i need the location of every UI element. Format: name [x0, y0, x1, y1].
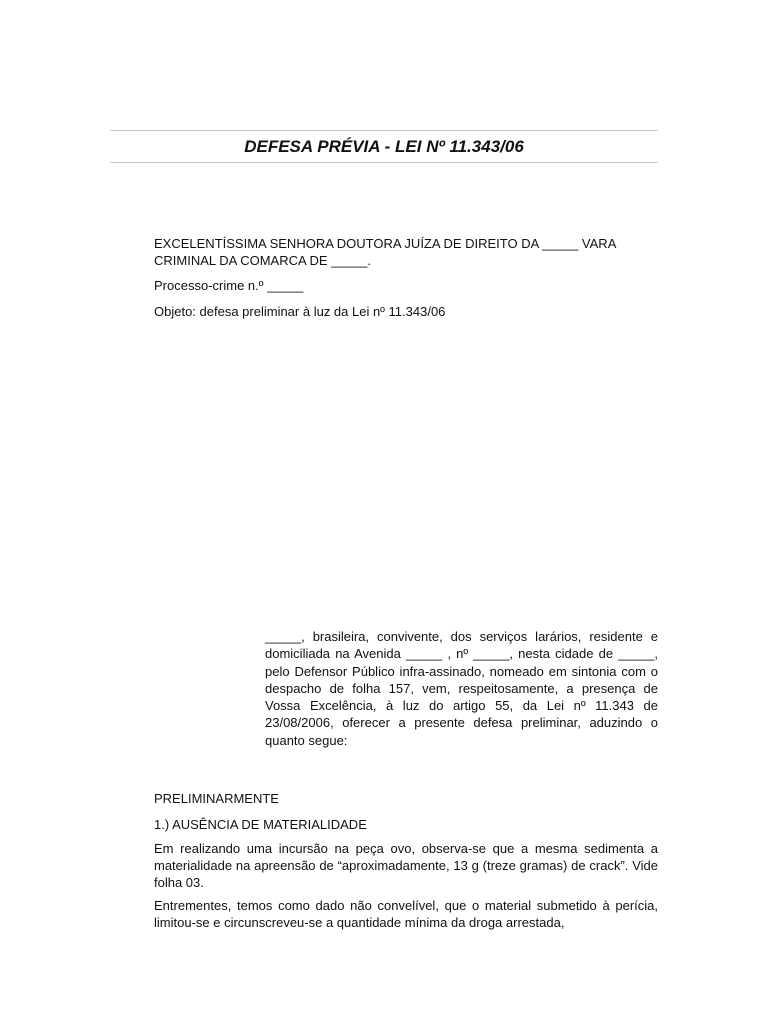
section-1-heading: 1.) AUSÊNCIA DE MATERIALIDADE	[154, 817, 367, 832]
body-paragraph-1: Em realizando uma incursão na peça ovo, observa-se que a mesma sedimenta a materialidade na apreensão de “aproximadamente, 13 g (treze gramas) de crack”. Vide folha 03.	[154, 841, 658, 890]
preliminarmente-heading: PRELIMINARMENTE	[154, 791, 279, 806]
document-title: DEFESA PRÉVIA - LEI Nº 11.343/06	[244, 137, 524, 156]
objeto-line: Objeto: defesa preliminar à luz da Lei nº 11.343/06	[154, 304, 446, 319]
title-bottom-rule	[110, 162, 658, 163]
addressee-line: EXCELENTÍSSIMA SENHORA DOUTORA JUÍZA DE DIREITO DA _____ VARA CRIMINAL DA COMARCA DE _____.	[154, 236, 616, 268]
qualificacao-paragraph: _____, brasileira, convivente, dos serviços larários, residente e domiciliada na Avenida _____ , nº _____, nesta cidade de _____, pelo Defensor Público infra-assinado, nomeado em sintonia com o despacho de folha 157, vem, respeitosamente, a presença de Vossa Excelência, à luz do artigo 55, da Lei nº 11.343 de 23/08/2006, oferecer a presente defesa preliminar, aduzindo o quanto segue:	[265, 629, 658, 748]
title-top-rule	[110, 130, 658, 131]
body-paragraph-2: Entrementes, temos como dado não convelível, que o material submetido à perícia, limitou-se e circunscreveu-se a quantidade mínima da droga arrestada,	[154, 898, 658, 930]
processo-line: Processo-crime n.º _____	[154, 278, 304, 293]
